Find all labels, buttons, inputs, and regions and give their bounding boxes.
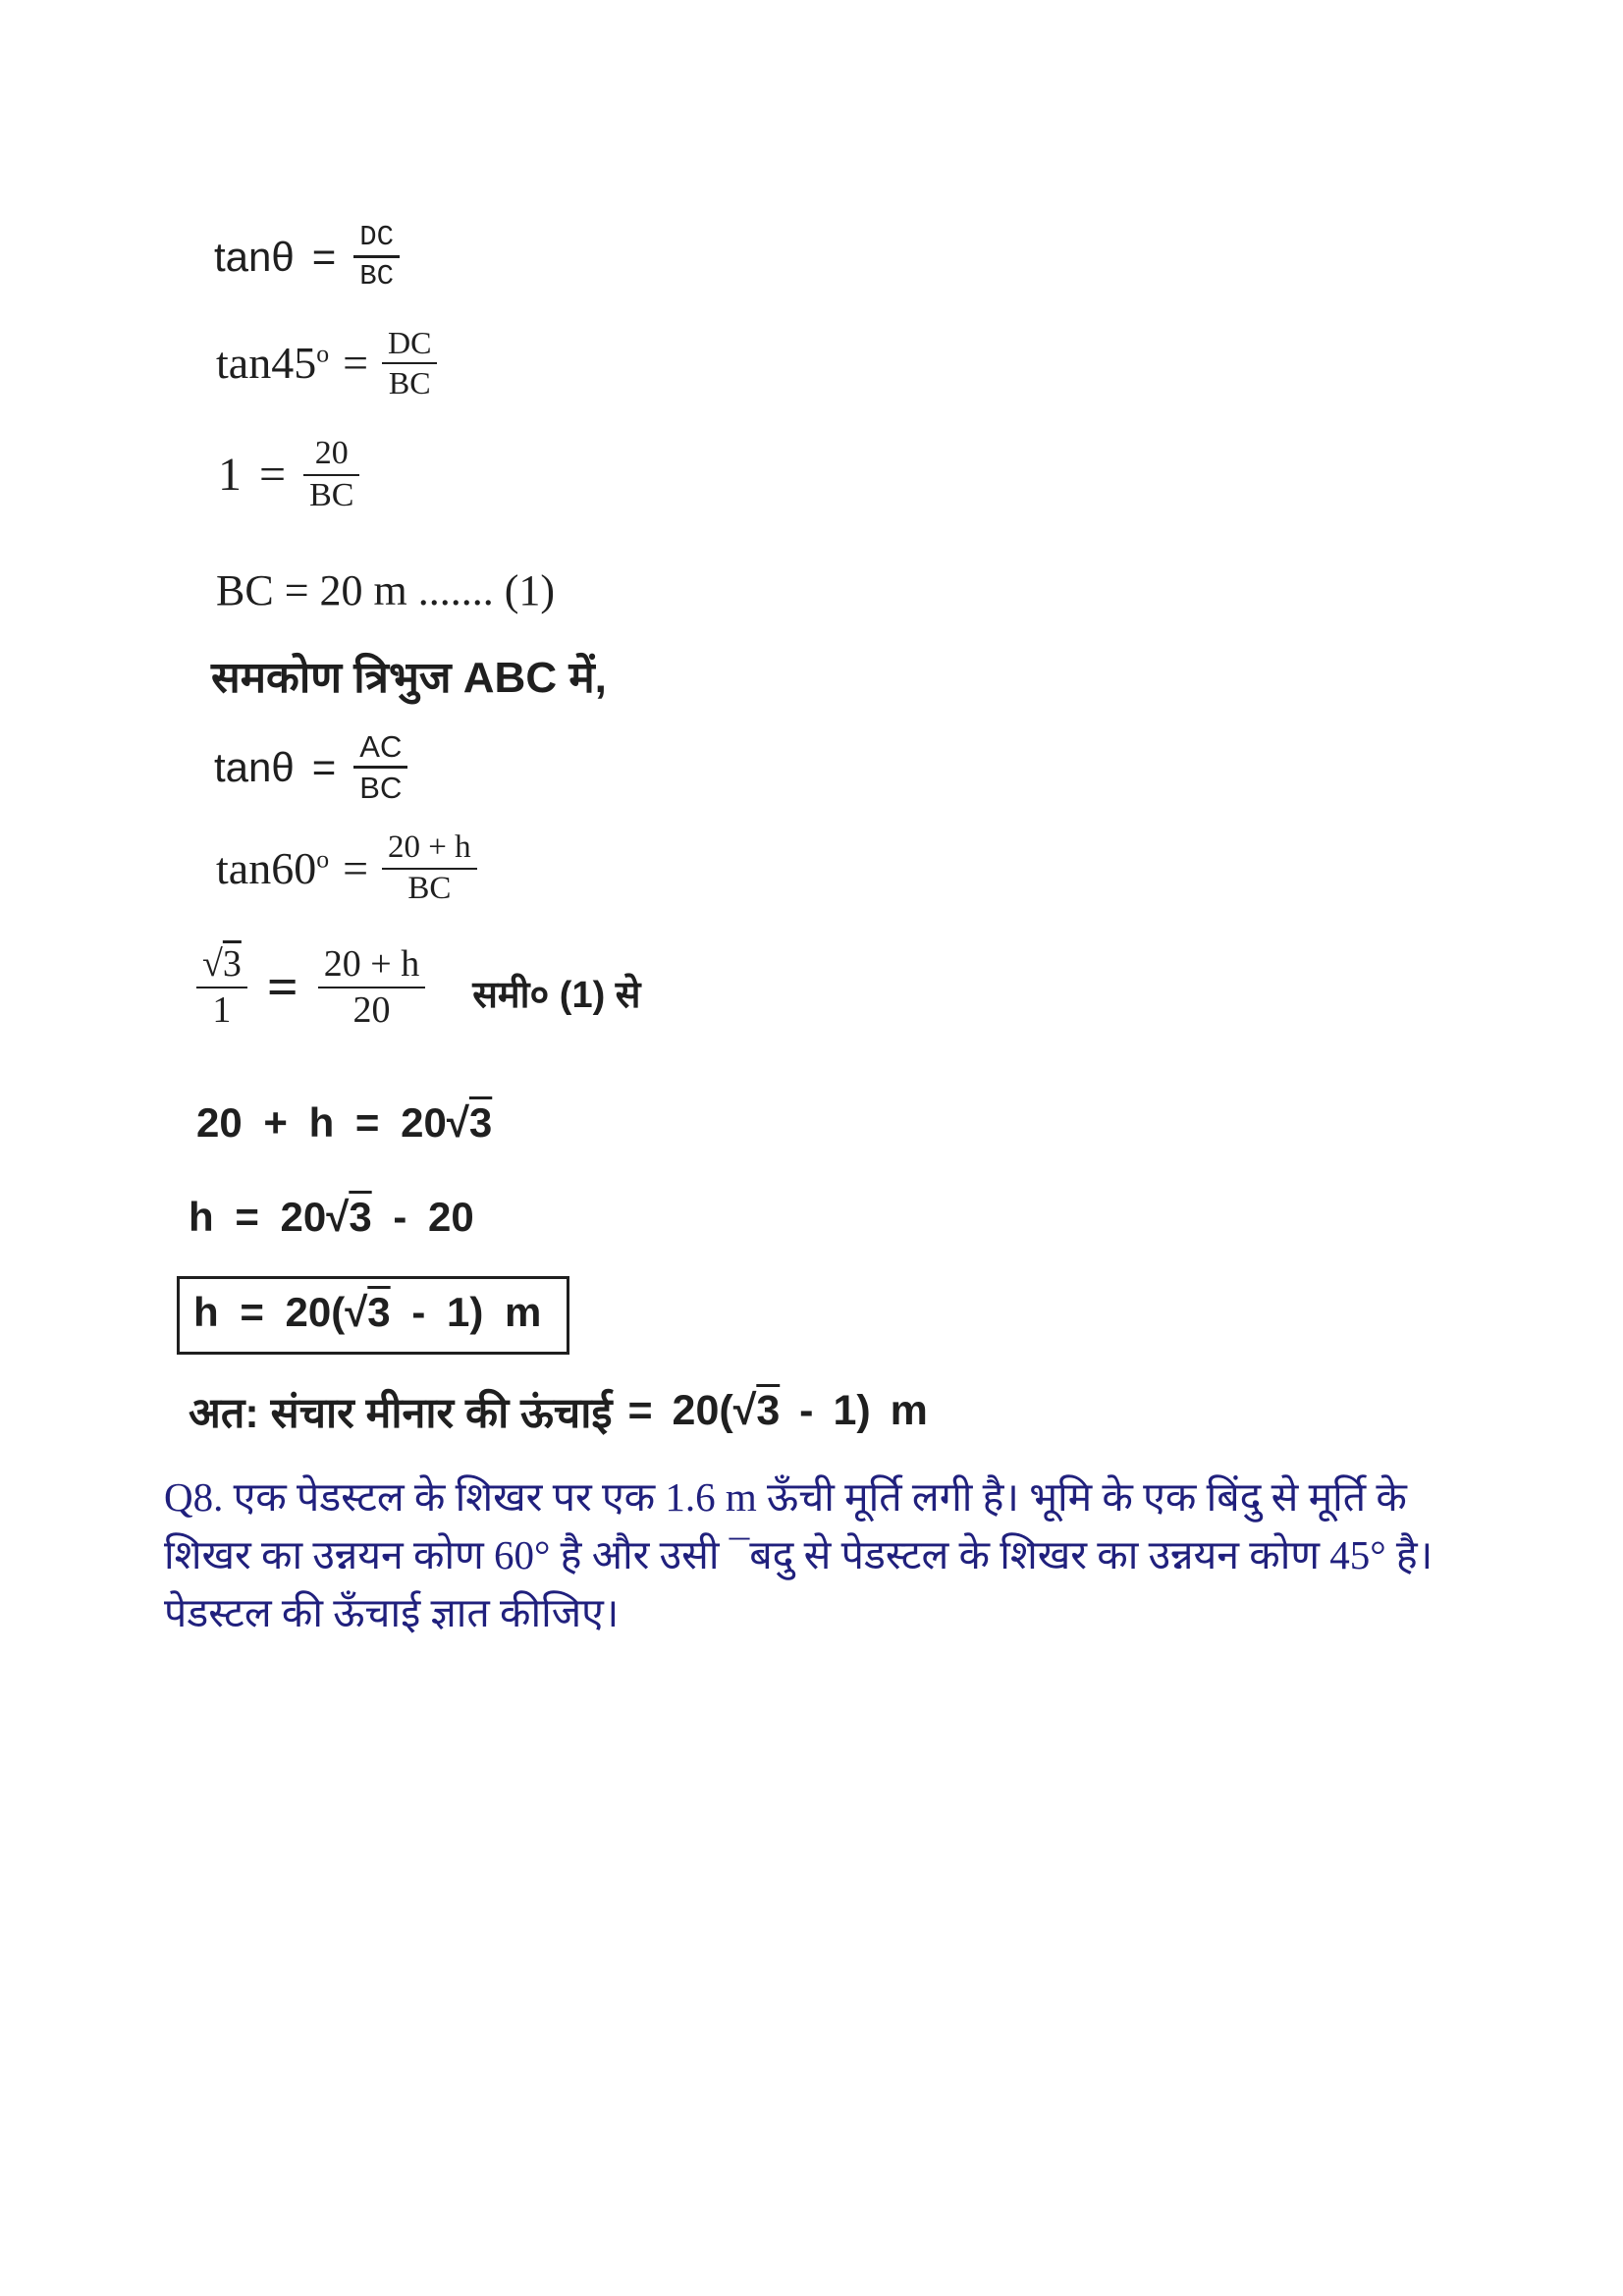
- radicand: 3: [367, 1289, 391, 1335]
- question-8-text: [164, 1468, 1433, 1642]
- question-line-1: Q8. एक पेडस्टल के शिखर पर एक 1.6 m ऊँची मूर्ति लगी है। भूमि के एक बिंदु से मूर्ति के: [164, 1474, 1407, 1520]
- equation-reference-note: समी० (1) से: [472, 975, 641, 1017]
- equation-lhs: 1: [218, 449, 242, 502]
- denominator: BC: [309, 476, 354, 513]
- degree-superscript: o: [316, 844, 330, 874]
- expression-tail: - 1) m: [390, 1289, 542, 1335]
- question-line-2: शिखर का उन्नयन कोण 60° है और उसी ¯बदु से पेडस्टल के शिखर का उन्नयन कोण 45° है।: [164, 1532, 1434, 1577]
- conclusion-formula: [627, 1387, 927, 1435]
- denominator: BC: [359, 771, 403, 806]
- denominator: BC: [359, 260, 395, 294]
- equation-20h-equals-20sqrt3: [196, 1099, 492, 1147]
- radical-sign: √: [732, 1387, 757, 1434]
- numerator: [196, 944, 247, 985]
- equation-sqrt3-20h-20: [196, 944, 640, 1031]
- radical-sign: √: [345, 1289, 368, 1335]
- denominator: 1: [212, 989, 232, 1032]
- equation-lhs: [216, 337, 329, 389]
- numerator: 20 + h: [388, 829, 471, 865]
- expression: h = 20: [189, 1194, 327, 1240]
- fraction: [303, 436, 359, 513]
- heading-text: समकोण त्रिभुज ABC में,: [211, 654, 607, 702]
- fraction-bar: [353, 766, 407, 769]
- equation-one-20-bc: [218, 436, 359, 513]
- equals-sign: =: [266, 957, 298, 1019]
- radical-sign: √: [326, 1194, 350, 1240]
- expression-tail: - 20: [371, 1194, 474, 1240]
- conclusion-label: अत: संचार मीनार की ऊंचाई: [189, 1390, 613, 1437]
- fraction: [353, 730, 407, 805]
- numerator: DC: [388, 325, 432, 360]
- equation-text: [189, 1194, 474, 1241]
- boxed-equation: [177, 1276, 569, 1355]
- numerator: 20: [314, 435, 349, 471]
- equation-tan60-20h-bc: [216, 830, 477, 906]
- numerator: 20 + h: [323, 943, 420, 985]
- denominator: BC: [388, 364, 431, 400]
- conclusion-line: [189, 1382, 928, 1440]
- radical-sign: √: [446, 1099, 469, 1146]
- equation-bc-20m: [216, 565, 555, 615]
- expression-tail: - 1) m: [780, 1387, 928, 1434]
- radicand: 3: [349, 1194, 372, 1240]
- fraction-bar: [196, 987, 247, 988]
- fraction-20h-over-20: [318, 944, 425, 1031]
- right-triangle-heading: [211, 646, 607, 705]
- denominator: 20: [352, 989, 391, 1032]
- equation-lhs: [216, 842, 329, 894]
- equation-lhs: tanθ: [214, 233, 295, 280]
- fraction-bar: [353, 255, 400, 258]
- fraction-sqrt3-over-1: [196, 944, 247, 1031]
- degree-superscript: o: [316, 339, 330, 368]
- final-answer-box: [177, 1276, 569, 1355]
- fraction: [382, 830, 477, 906]
- numerator: DC: [359, 221, 395, 253]
- equals-sign: =: [343, 338, 369, 389]
- equation-lhs: tanθ: [214, 743, 295, 790]
- equation-tan45-dc-bc: [216, 326, 437, 400]
- fraction-bar: [318, 987, 425, 988]
- equation-text: [196, 1099, 492, 1147]
- equation-text: BC = 20 m ....... (1): [216, 566, 556, 614]
- question-line-3: पेडस्टल की ऊँचाई ज्ञात कीजिए।: [164, 1590, 620, 1635]
- fraction: [353, 222, 400, 293]
- expression: h = 20(: [193, 1289, 346, 1335]
- fraction-bar: [303, 474, 359, 476]
- radicand: 3: [222, 943, 242, 985]
- fraction: [382, 326, 437, 400]
- expression: = 20(: [627, 1387, 733, 1434]
- fraction-bar: [382, 362, 437, 364]
- fraction-bar: [382, 868, 477, 870]
- tan60-base: tan60: [216, 843, 317, 894]
- expression: 20 + h = 20: [196, 1099, 447, 1146]
- numerator: AC: [359, 729, 403, 764]
- radical-sign: √: [202, 943, 223, 985]
- equation-tan-theta-dc-bc: [214, 222, 400, 293]
- tan45-base: tan45: [216, 338, 317, 389]
- denominator: BC: [407, 870, 452, 906]
- equals-sign: =: [311, 233, 337, 280]
- equals-sign: =: [343, 843, 369, 894]
- radicand: 3: [756, 1387, 781, 1434]
- equals-sign: =: [311, 743, 337, 790]
- equation-h-equals-20sqrt3-minus-20: [189, 1194, 474, 1241]
- radicand: 3: [468, 1099, 493, 1146]
- equation-tan-theta-ac-bc: [214, 730, 407, 805]
- equals-sign: =: [259, 449, 287, 502]
